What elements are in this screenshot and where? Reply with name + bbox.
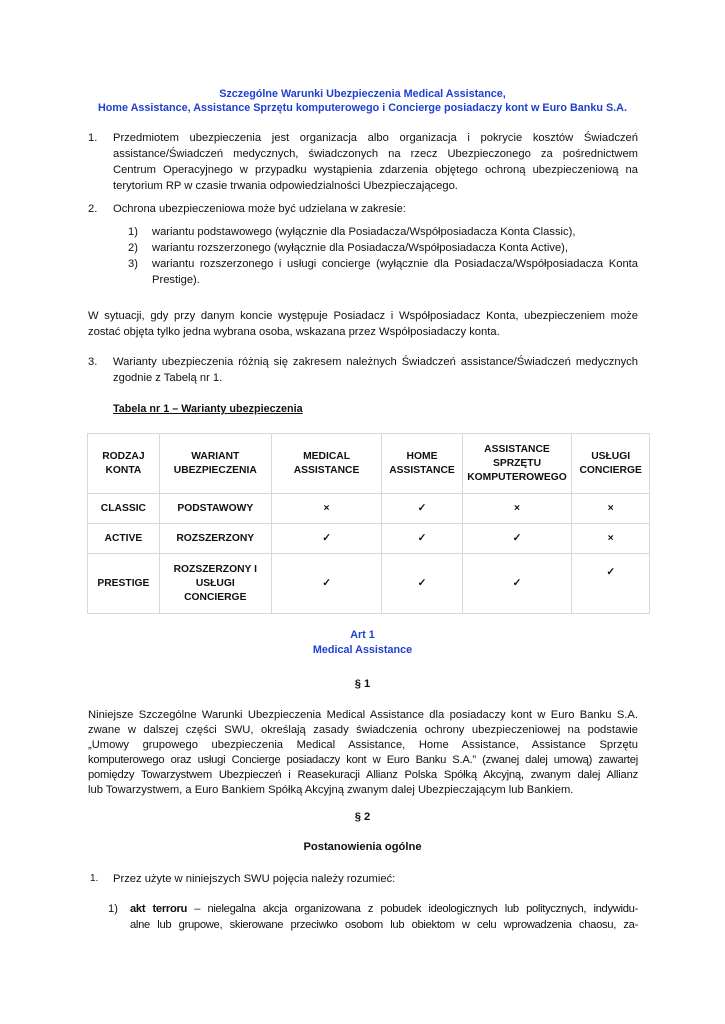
cell: ROZSZERZONY — [159, 524, 271, 554]
table-caption: Tabela nr 1 – Warianty ubezpieczenia — [113, 403, 303, 415]
section-2-heading: § 2 — [354, 811, 371, 823]
article-heading — [60, 628, 665, 658]
sub-text: Prestige). — [152, 274, 200, 286]
check-icon: ✓ — [462, 524, 572, 554]
cross-icon: × — [271, 494, 382, 524]
definition-terror — [108, 901, 638, 933]
document-title — [60, 88, 665, 115]
check-icon: ✓ — [382, 554, 462, 614]
column-header: MEDICAL ASSISTANCE — [271, 434, 382, 494]
item-text: Ochrona ubezpieczeniowa może być udzielana w zakresie: — [113, 203, 406, 215]
table-row — [88, 554, 650, 614]
item-2 — [88, 201, 638, 217]
cross-icon: × — [462, 494, 572, 524]
article-label: Art 1 — [350, 629, 375, 641]
defined-term: akt terroru — [130, 903, 188, 915]
text-line: Warianty ubezpieczenia różnią się zakresem należnych Świadczeń assistance/Świadczeń medycznych — [113, 356, 638, 368]
check-icon: ✓ — [462, 554, 572, 614]
cell: CLASSIC — [88, 494, 160, 524]
definition-text: – nielegalna akcja organizowana z pobudek ideologicznych lub politycznych, indywidu- — [187, 903, 638, 915]
sub-text: wariantu rozszerzonego i usługi concierge (wyłącznie dla Posiadacza/Współposiadacza Konta — [152, 258, 638, 270]
text-line: zostać objęta tylko jedna wybrana osoba, wskazana przez Współposiadaczy konta. — [88, 326, 500, 338]
column-header: USŁUGI CONCIERGE — [572, 434, 650, 494]
sub-text: wariantu rozszerzonego (wyłącznie dla Posiadacza/Współposiadacza Konta Active), — [152, 242, 569, 254]
table-row — [88, 524, 650, 554]
text-line: komputerowego oraz usługi Concierge posiadaczy kont w Euro Banku S.A.” (zwanej dalej umową) zawartej — [88, 754, 638, 766]
item-number: 1. — [90, 873, 99, 884]
cell: ROZSZERZONY I USŁUGI CONCIERGE — [159, 554, 271, 614]
item-number: 1. — [88, 132, 98, 144]
column-header: HOME ASSISTANCE — [382, 434, 462, 494]
item-number: 2. — [88, 203, 98, 215]
check-icon: ✓ — [271, 554, 382, 614]
sub-number: 1) — [108, 903, 118, 915]
sub-text: wariantu podstawowego (wyłącznie dla Posiadacza/Współposiadacza Konta Classic), — [152, 226, 576, 238]
item-1 — [88, 130, 638, 194]
cross-icon: × — [572, 524, 650, 554]
item-text: Przez użyte w niniejszych SWU pojęcia należy rozumieć: — [113, 873, 396, 885]
cell: PRESTIGE — [88, 554, 160, 614]
text-line: assistance/Świadczeń medycznych, świadczonych na rzecz Ubezpieczonego za pośrednictwem — [113, 148, 638, 160]
column-header: ASSISTANCE SPRZĘTU KOMPUTEROWEGO — [462, 434, 572, 494]
column-header: WARIANT UBEZPIECZENIA — [159, 434, 271, 494]
table-header-row — [88, 434, 650, 494]
item-3 — [88, 354, 638, 386]
item-2-sublist — [128, 224, 638, 288]
section-2-title: Postanowienia ogólne — [303, 841, 422, 853]
article-name: Medical Assistance — [312, 644, 413, 656]
column-header: RODZAJ KONTA — [88, 434, 160, 494]
variants-table — [87, 433, 650, 614]
title-line: Szczególne Warunki Ubezpieczenia Medical Assistance, — [219, 88, 506, 100]
text-line: Niniejsze Szczególne Warunki Ubezpieczenia Medical Assistance dla posiadaczy kont w Euro Banku S.A. — [88, 709, 638, 721]
text-line: zwane w dalszej części SWU, określają zasady świadczenia ochrony ubezpieczeniowej na podstawie — [88, 724, 638, 736]
cross-icon: × — [572, 494, 650, 524]
item-number: 3. — [88, 356, 98, 368]
sub-number: 1) — [128, 226, 138, 238]
text-line: zgodnie z Tabelą nr 1. — [113, 372, 223, 384]
sub-number: 2) — [128, 242, 138, 254]
table-row — [88, 494, 650, 524]
title-line: Home Assistance, Assistance Sprzętu komputerowego i Concierge posiadaczy kont w Euro Banku S.A. — [98, 101, 627, 114]
text-line: terytorium RP w czasie trwania odpowiedzialności Ubezpieczającego. — [113, 180, 458, 192]
text-line: lub Towarzystwem, a Euro Bankiem Spółką Akcyjną zwanym dalej Ubezpieczającym lub Bankiem. — [88, 784, 574, 796]
definition-text: alne lub grupowe, skierowane przeciwko osobom lub obiektom w celu wprowadzenia chaosu, za- — [130, 919, 638, 931]
sub-number: 3) — [128, 258, 138, 270]
check-icon: ✓ — [572, 554, 650, 614]
text-line: W sytuacji, gdy przy danym koncie występuje Posiadacz i Współposiadacz Konta, ubezpieczeniem może — [88, 310, 638, 322]
check-icon: ✓ — [382, 494, 462, 524]
text-line: pomiędzy Towarzystwem Ubezpieczeń i Reasekuracji Allianz Polska Spółką Akcyjną, zwanym dalej Allianz — [88, 769, 638, 781]
cell: ACTIVE — [88, 524, 160, 554]
check-icon: ✓ — [271, 524, 382, 554]
paragraph-swu — [88, 708, 638, 798]
definitions-intro — [90, 871, 638, 887]
text-line: „Umowy grupowego ubezpieczenia Medical Assistance, Home Assistance, Assistance Sprzętu — [88, 739, 638, 751]
section-1-heading: § 1 — [354, 678, 371, 690]
text-line: Przedmiotem ubezpieczenia jest organizacja albo organizacja i pokrycie kosztów Świadczeń — [113, 132, 638, 144]
cell: PODSTAWOWY — [159, 494, 271, 524]
check-icon: ✓ — [382, 524, 462, 554]
paragraph-account-holders — [88, 308, 638, 340]
text-line: Centrum Operacyjnego w przypadku wystąpienia zdarzenia objętego ochroną ubezpieczeniową na — [113, 164, 638, 176]
